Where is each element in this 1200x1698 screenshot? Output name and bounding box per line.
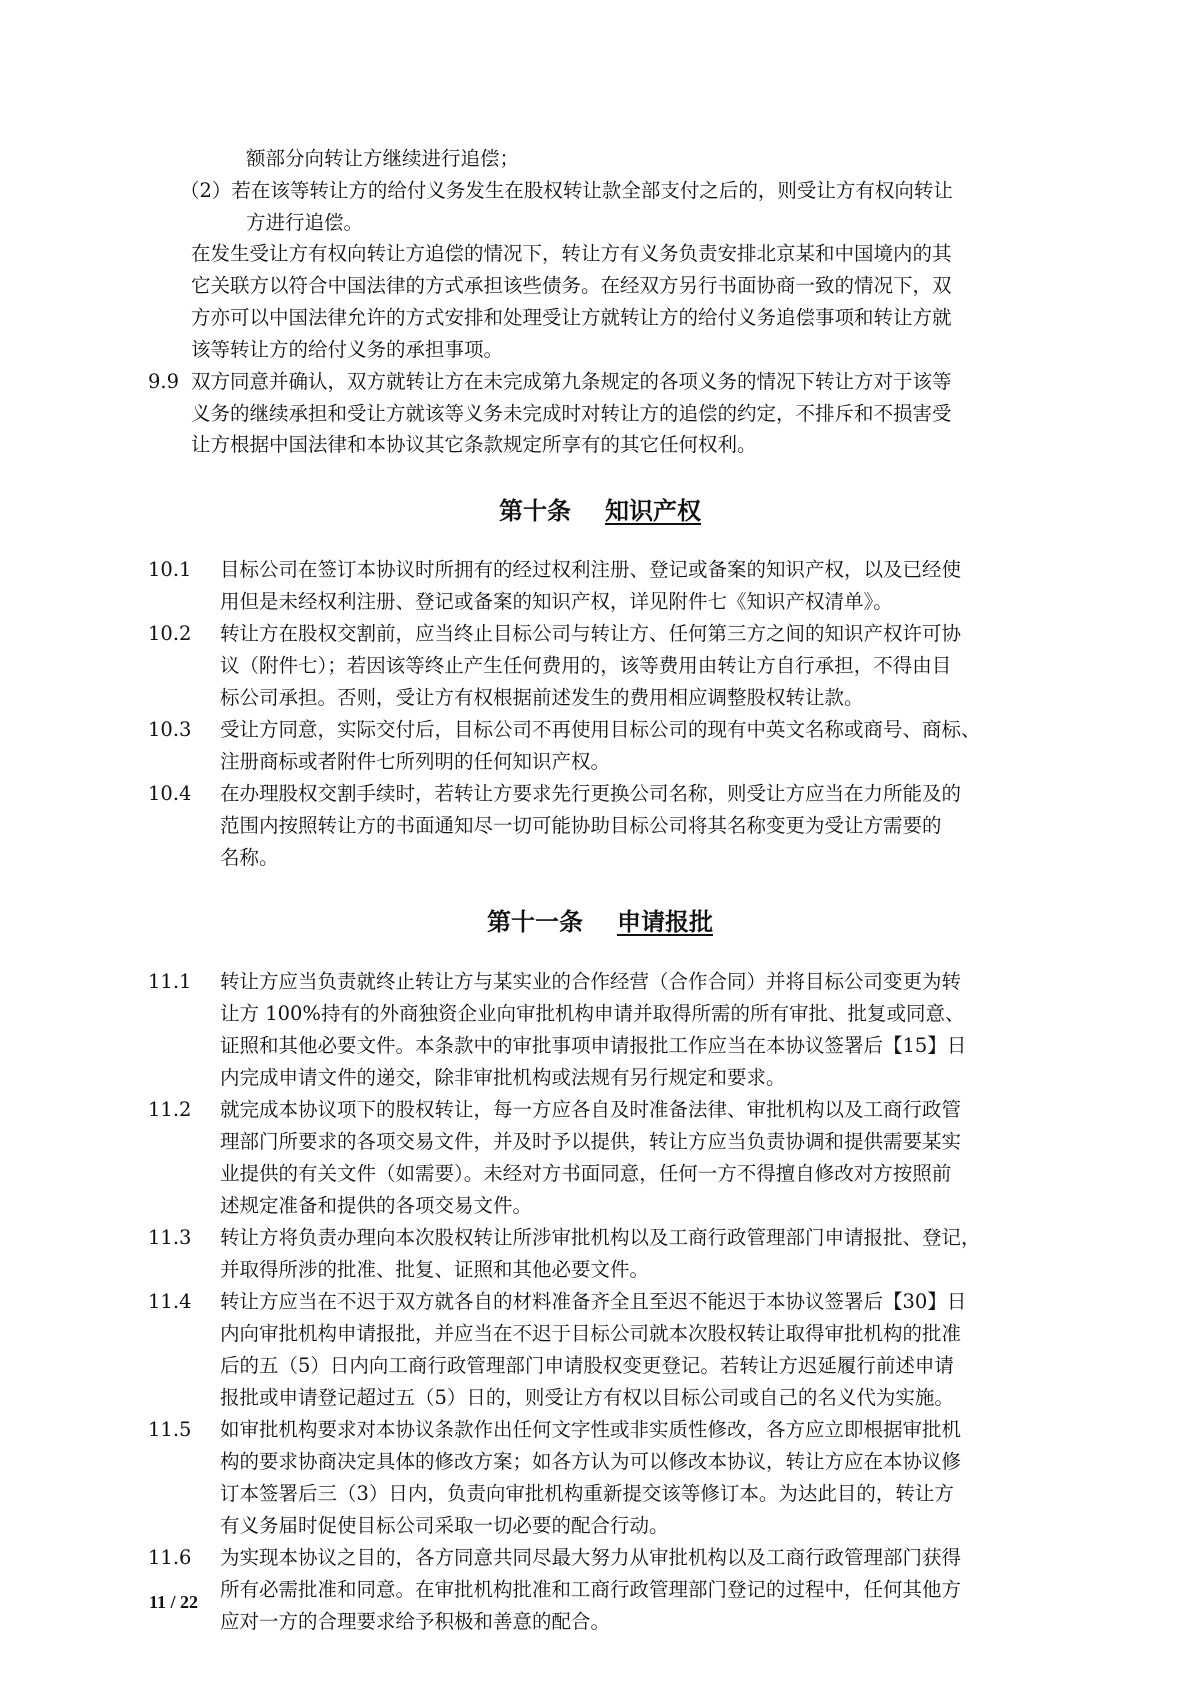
text-line: 转让方应当在不迟于双方就各自的材料准备齐全且至迟不能迟于本协议签署后【30】日	[220, 1290, 967, 1313]
text-line: 转让方将负责办理向本次股权转让所涉审批机构以及工商行政管理部门申请报批、登记，	[220, 1226, 981, 1249]
clause-number: 10.1	[148, 558, 192, 581]
clause-number: 11.6	[148, 1546, 192, 1569]
text-line: 方亦可以中国法律允许的方式安排和处理受让方就转让方的给付义务追偿事项和转让方就	[191, 306, 952, 329]
text-line: 方进行追偿。	[246, 211, 364, 234]
text-line: 构的要求协商决定具体的修改方案；如各方认为可以修改本协议，转让方应在本协议修	[220, 1450, 962, 1473]
text-line: 双方同意并确认，双方就转让方在未完成第九条规定的各项义务的情况下转让方对于该等	[191, 370, 952, 393]
text-line: 受让方同意，实际交付后，目标公司不再使用目标公司的现有中英文名称或商号、商标、	[220, 718, 981, 741]
text-line: 所有必需批准和同意。在审批机构批准和工商行政管理部门登记的过程中，任何其他方	[220, 1578, 962, 1601]
text-line: 并取得所涉的批准、批复、证照和其他必要文件。	[220, 1258, 650, 1281]
text-line: 目标公司在签订本协议时所拥有的经过权利注册、登记或备案的知识产权，以及已经使	[220, 558, 962, 581]
text-line: 应对一方的合理要求给予积极和善意的配合。	[220, 1610, 611, 1633]
text-line: 转让方应当负责就终止转让方与某实业的合作经营（合作合同）并将目标公司变更为转	[220, 970, 962, 993]
text-line: 它关联方以符合中国法律的方式承担该些债务。在经双方另行书面协商一致的情况下，双	[191, 274, 952, 297]
clause-number: 10.2	[148, 622, 192, 645]
clause-number: 11.5	[148, 1418, 192, 1441]
article-number: 第十一条	[487, 907, 583, 936]
text-line: 标公司承担。否则，受让方有权根据前述发生的费用相应调整股权转让款。	[220, 686, 864, 709]
text-line: 让方 100%持有的外商独资企业向审批机构申请并取得所需的所有审批、批复或同意、	[220, 1002, 965, 1025]
text-line: 报批或申请登记超过五（5）日的，则受让方有权以目标公司或自己的名义代为实施。	[220, 1386, 954, 1409]
text-line: 该等转让方的给付义务的承担事项。	[191, 338, 504, 361]
text-line: 理部门所要求的各项交易文件，并及时予以提供，转让方应当负责协调和提供需要某实	[220, 1130, 962, 1153]
text-line: 业提供的有关文件（如需要）。未经对方书面同意，任何一方不得擅自修改对方按照前	[220, 1162, 952, 1185]
clause-number: 11.4	[148, 1290, 192, 1313]
text-line: 后的五（5）日内向工商行政管理部门申请股权变更登记。若转让方迟延履行前述申请	[220, 1354, 954, 1377]
article-title: 知识产权	[605, 496, 701, 525]
text-line: 额部分向转让方继续进行追偿；	[246, 147, 520, 170]
text-line: 如审批机构要求对本协议条款作出任何文字性或非实质性修改，各方应立即根据审批机	[220, 1418, 962, 1441]
page-number: 11 / 22	[149, 1592, 199, 1612]
text-line: 为实现本协议之目的，各方同意共同尽最大努力从审批机构以及工商行政管理部门获得	[220, 1546, 962, 1569]
article-number: 第十条	[499, 496, 571, 525]
text-line: 在办理股权交割手续时，若转让方要求先行更换公司名称，则受让方应当在力所能及的	[220, 782, 962, 805]
clause-number: 9.9	[148, 370, 180, 393]
clause-number: 11.3	[148, 1226, 192, 1249]
text-line: 订本签署后三（3）日内，负责向审批机构重新提交该等修订本。为达此目的，转让方	[220, 1482, 954, 1505]
text-line: 内向审批机构申请报批，并应当在不迟于目标公司就本次股权转让取得审批机构的批准	[220, 1322, 962, 1345]
clause-number: 11.1	[148, 970, 192, 993]
clause-number: 10.3	[148, 718, 192, 741]
text-line: 就完成本协议项下的股权转让，每一方应各自及时准备法律、审批机构以及工商行政管	[220, 1098, 962, 1121]
text-line: 内完成申请文件的递交，除非审批机构或法规有另行规定和要求。	[220, 1066, 786, 1089]
text-line: 述规定准备和提供的各项交易文件。	[220, 1194, 533, 1217]
article-title: 申请报批	[617, 907, 713, 936]
text-line: 名称。	[220, 846, 279, 869]
text-line: 转让方在股权交割前，应当终止目标公司与转让方、任何第三方之间的知识产权许可协	[220, 622, 962, 645]
text-line: 用但是未经权利注册、登记或备案的知识产权，详见附件七《知识产权清单》。	[220, 590, 893, 613]
text-line: 让方根据中国法律和本协议其它条款规定所享有的其它任何权利。	[191, 433, 757, 456]
text-line: 范围内按照转让方的书面通知尽一切可能协助目标公司将其名称变更为受让方需要的	[220, 814, 942, 837]
text-line: 注册商标或者附件七所列明的任何知识产权。	[220, 750, 611, 773]
text-line: 在发生受让方有权向转让方追偿的情况下，转让方有义务负责安排北京某和中国境内的其	[191, 242, 952, 265]
clause-number: 11.2	[148, 1098, 192, 1121]
article-10-heading	[0, 495, 1200, 527]
text-line: 议（附件七）；若因该等终止产生任何费用的，该等费用由转让方自行承担，不得由目	[220, 654, 952, 677]
text-line: 证照和其他必要文件。本条款中的审批事项申请报批工作应当在本协议签署后【15】日	[220, 1034, 967, 1057]
clause-number: 10.4	[148, 782, 192, 805]
text-line: （2）若在该等转让方的给付义务发生在股权转让款全部支付之后的，则受让方有权向转让	[180, 179, 953, 202]
text-line: 有义务届时促使目标公司采取一切必要的配合行动。	[220, 1514, 669, 1537]
article-11-heading	[0, 906, 1200, 938]
text-line: 义务的继续承担和受让方就该等义务未完成时对转让方的追偿的约定，不排斥和不损害受	[191, 402, 952, 425]
